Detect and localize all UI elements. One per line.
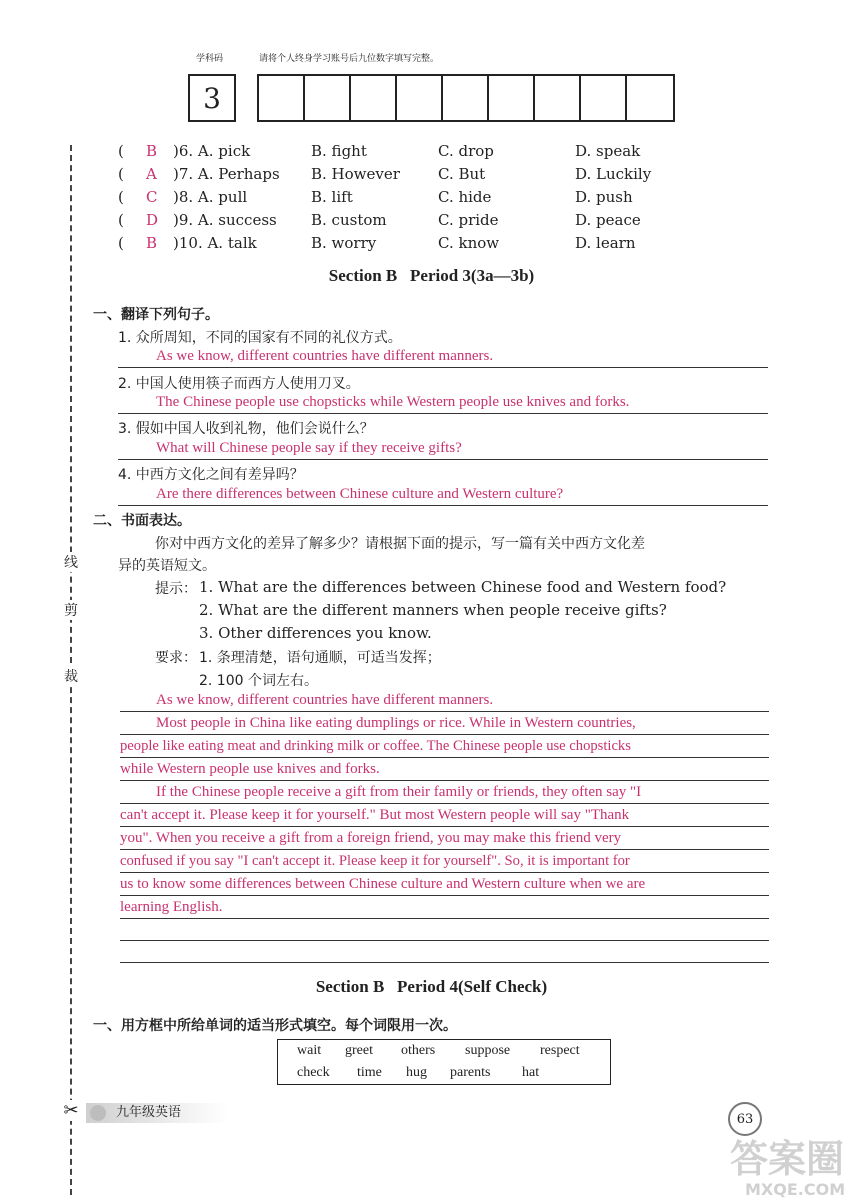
- cut-label-jian: 剪: [60, 600, 82, 620]
- translate-heading: 一、翻译下列句子。: [93, 307, 219, 323]
- writing-prompt: 你对中西方文化的差异了解多少？请根据下面的提示，写一篇有关中西方文化差: [155, 536, 645, 552]
- word-bank-word: parents: [450, 1065, 491, 1080]
- account-number-grid: [257, 74, 675, 122]
- translate-answer: Are there differences between Chinese culture and Western culture?: [156, 486, 564, 502]
- hint-item: 2. What are the different manners when people receive gifts?: [199, 601, 667, 619]
- translate-question: 2. 中国人使用筷子而西方人使用刀叉。: [118, 376, 360, 392]
- word-bank-word: hug: [406, 1065, 427, 1080]
- translate-answer: What will Chinese people say if they receive gifts?: [156, 440, 462, 456]
- essay-rule: [120, 872, 769, 873]
- word-bank-word: others: [401, 1043, 436, 1058]
- mc-row: ( C )8. A. pull B. lift C. hide D. push: [118, 188, 633, 206]
- word-bank-word: hat: [522, 1065, 540, 1080]
- fill-blank-heading: 一、用方框中所给单词的适当形式填空。每个词限用一次。: [93, 1018, 457, 1034]
- essay-line-text: If the Chinese people receive a gift from their family or friends, they often say "I: [156, 784, 642, 800]
- word-bank-word: greet: [345, 1043, 373, 1058]
- account-digit-cell[interactable]: [397, 76, 443, 120]
- account-digit-cell[interactable]: [627, 76, 673, 120]
- requirement-item: 2. 100 个词左右。: [199, 673, 318, 689]
- watermark-url: MXQE.COM: [745, 1180, 846, 1199]
- essay-rule: [120, 711, 769, 712]
- requirement-label: 要求：: [155, 650, 197, 666]
- answer-line: [118, 505, 768, 506]
- essay-line-text: As we know, different countries have different manners.: [156, 692, 494, 708]
- essay-rule: [120, 757, 769, 758]
- writing-heading: 二、书面表达。: [93, 513, 191, 529]
- mc-answer: A: [146, 165, 157, 183]
- cut-label-xian: 线: [60, 552, 82, 572]
- translate-question: 4. 中西方文化之间有差异吗？: [118, 467, 304, 483]
- hint-item: 3. Other differences you know.: [199, 624, 432, 642]
- essay-line-text: Most people in China like eating dumplings or rice. While in Western countries,: [156, 715, 636, 731]
- essay-line-text: confused if you say "I can't accept it. Please keep it for yourself". So, it is important for: [120, 853, 630, 869]
- mc-row: ( D )9. A. success B. custom C. pride D. peace: [118, 211, 641, 229]
- section-title-period4: Section B Period 4(Self Check): [315, 977, 548, 996]
- mc-answer: D: [146, 211, 159, 229]
- mc-row: ( A )7. A. Perhaps B. However C. But D. Luckily: [118, 165, 652, 183]
- mc-answer: B: [146, 234, 158, 252]
- page-number: 63: [728, 1102, 762, 1136]
- mc-answer: C: [146, 188, 158, 206]
- essay-rule: [120, 962, 769, 963]
- translate-answer: As we know, different countries have different manners.: [156, 348, 494, 364]
- account-digit-cell[interactable]: [305, 76, 351, 120]
- essay-line-text: people like eating meat and drinking milk or coffee. The Chinese people use chopsticks: [120, 738, 631, 754]
- essay-line-text: learning English.: [120, 899, 223, 915]
- word-bank-box: [277, 1039, 611, 1085]
- answer-line: [118, 413, 768, 414]
- account-digit-cell[interactable]: [351, 76, 397, 120]
- translate-question: 3. 假如中国人收到礼物，他们会说什么？: [118, 421, 374, 437]
- essay-rule: [120, 940, 769, 941]
- account-instruction: 请将个人终身学习账号后九位数字填写完整。: [259, 54, 440, 64]
- essay-rule: [120, 826, 769, 827]
- word-bank-word: check: [297, 1065, 330, 1080]
- essay-line-text: you". When you receive a gift from a foreign friend, you may make this friend very: [120, 830, 622, 846]
- word-bank-word: suppose: [465, 1043, 511, 1058]
- writing-prompt: 异的英语短文。: [118, 558, 216, 574]
- essay-rule: [120, 803, 769, 804]
- section-title-period3: Section B Period 3(3a—3b): [328, 266, 535, 285]
- translate-question: 1. 众所周知，不同的国家有不同的礼仪方式。: [118, 330, 402, 346]
- essay-rule: [120, 849, 769, 850]
- subject-code-label: 学科码: [196, 54, 224, 64]
- word-bank-word: time: [357, 1065, 382, 1080]
- account-digit-cell[interactable]: [443, 76, 489, 120]
- essay-line-text: us to know some differences between Chinese culture and Western culture when we are: [120, 876, 646, 892]
- mc-row: ( B )10. A. talk B. worry C. know D. learn: [118, 234, 636, 252]
- mc-answer: B: [146, 142, 158, 160]
- cut-label-cai: 裁: [60, 666, 82, 686]
- requirement-item: 1. 条理清楚，语句通顺，可适当发挥；: [199, 650, 441, 666]
- hint-label: 提示：: [155, 581, 197, 597]
- essay-rule: [120, 895, 769, 896]
- account-digit-cell[interactable]: [259, 76, 305, 120]
- essay-rule: [120, 918, 769, 919]
- word-bank-word: wait: [297, 1043, 322, 1058]
- mc-row: ( B )6. A. pick B. fight C. drop D. speak: [118, 142, 641, 160]
- answer-line: [118, 459, 768, 460]
- account-digit-cell[interactable]: [535, 76, 581, 120]
- book-label: 九年级英语: [86, 1103, 228, 1123]
- essay-rule: [120, 780, 769, 781]
- word-bank-word: respect: [540, 1043, 580, 1058]
- answer-line: [118, 367, 768, 368]
- essay-line-text: while Western people use knives and forks.: [120, 761, 380, 777]
- essay-line-text: can't accept it. Please keep it for yourself." But most Western people will say "Thank: [120, 807, 630, 823]
- account-digit-cell[interactable]: [581, 76, 627, 120]
- hint-item: 1. What are the differences between Chinese food and Western food?: [199, 578, 727, 596]
- account-digit-cell[interactable]: [489, 76, 535, 120]
- watermark-logo: 答案圈: [730, 1137, 845, 1181]
- subject-code-box: 3: [188, 74, 236, 122]
- scissors-icon: ✂: [60, 1100, 82, 1121]
- essay-rule: [120, 734, 769, 735]
- book-label-icon: [90, 1105, 106, 1121]
- translate-answer: The Chinese people use chopsticks while Western people use knives and forks.: [156, 394, 630, 410]
